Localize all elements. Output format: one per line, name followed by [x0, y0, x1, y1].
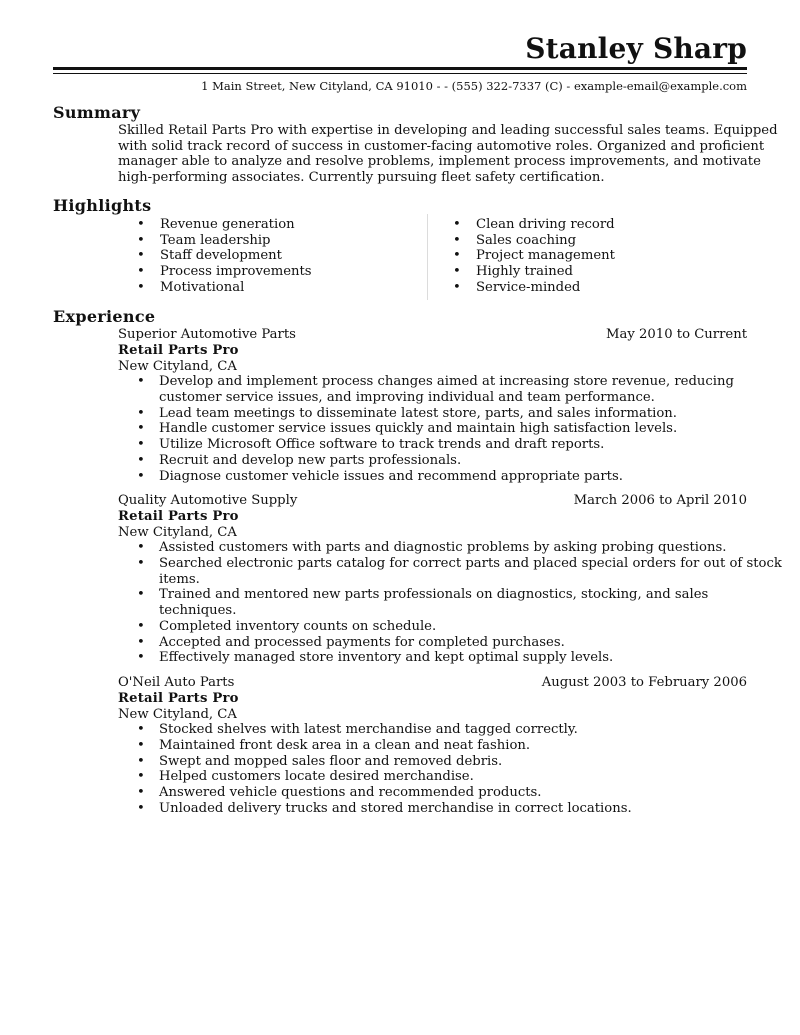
summary-text	[118, 123, 778, 186]
duty-line: • Helped customers locate desired merchandise.	[159, 769, 474, 785]
summary-line: Skilled Retail Parts Pro with expertise in developing and leading successful sales teams. Equipped	[118, 123, 778, 138]
highlights-right-list	[453, 217, 615, 295]
highlight-item: • Team leadership	[137, 233, 312, 249]
duty-line: • Swept and mopped sales floor and removed debris.	[159, 753, 503, 769]
duty-item	[118, 469, 747, 485]
highlight-item: • Clean driving record	[453, 217, 615, 233]
summary-line: with solid track record of success in customer-facing automotive roles. Organized and proficient	[118, 138, 765, 154]
duty-item	[118, 437, 747, 453]
candidate-name: Stanley Sharp	[525, 32, 747, 65]
duty-item	[118, 587, 747, 618]
duty-line: • Unloaded delivery trucks and stored merchandise in correct locations.	[159, 800, 632, 816]
duty-line: • Accepted and processed payments for completed purchases.	[159, 634, 565, 650]
duty-item	[118, 556, 782, 587]
job-dates: August 2003 to February 2006	[541, 675, 747, 690]
job-company: O'Neil Auto Parts	[118, 675, 235, 690]
job-dates: March 2006 to April 2010	[573, 493, 747, 508]
duty-line: • Effectively managed store inventory and kept optimal supply levels.	[159, 650, 614, 666]
highlights-heading: Highlights	[53, 196, 152, 215]
duty-item	[118, 722, 747, 738]
duty-line: • Lead team meetings to disseminate latest store, parts, and sales information.	[159, 405, 677, 421]
duty-line: • Assisted customers with parts and diagnostic problems by asking probing questions.	[159, 540, 727, 556]
duty-line: • Utilize Microsoft Office software to track trends and draft reports.	[159, 437, 605, 453]
job-location: New Cityland, CA	[118, 706, 237, 722]
duty-item	[118, 453, 747, 469]
highlight-item: • Revenue generation	[137, 217, 312, 233]
duty-line: • Maintained front desk area in a clean and neat fashion.	[159, 738, 531, 754]
duty-line: • Completed inventory counts on schedule.	[159, 618, 437, 634]
duty-item	[118, 754, 747, 770]
duty-item	[118, 540, 747, 556]
duty-line: items.	[159, 571, 200, 587]
highlights-left-list	[137, 217, 312, 295]
duty-item	[118, 785, 747, 801]
job-entry	[118, 675, 747, 817]
highlight-item: • Project management	[453, 248, 615, 264]
duties-list	[118, 722, 747, 816]
job-company: Quality Automotive Supply	[118, 493, 298, 508]
contact-line: 1 Main Street, New Cityland, CA 91010 - - (555) 322-7337 (C) - example-email@example.com	[201, 79, 747, 93]
highlight-item: • Motivational	[137, 280, 312, 296]
header-rule-thin	[53, 73, 747, 74]
duty-item	[118, 406, 747, 422]
highlight-item: • Highly trained	[453, 264, 615, 280]
highlight-item: • Service-minded	[453, 280, 615, 296]
summary-line: high-performing associates. Currently pursuing fleet safety certification.	[118, 170, 605, 186]
job-company: Superior Automotive Parts	[118, 327, 296, 342]
duty-line: • Searched electronic parts catalog for correct parts and placed special orders for out of stock	[159, 556, 782, 572]
duty-item	[118, 769, 747, 785]
experience-heading: Experience	[53, 307, 156, 326]
duty-line: • Diagnose customer vehicle issues and recommend appropriate parts.	[159, 468, 623, 484]
duty-item	[118, 801, 747, 817]
highlights-divider	[427, 214, 428, 300]
duties-list	[118, 540, 782, 666]
summary-line: manager able to analyze and resolve problems, implement process improvements, and motivate	[118, 154, 761, 170]
duty-line: • Trained and mentored new parts professionals on diagnostics, stocking, and sales	[159, 587, 709, 603]
duty-line: • Answered vehicle questions and recommended products.	[159, 785, 542, 801]
job-header	[118, 327, 747, 343]
job-entry	[118, 327, 747, 484]
duty-item	[118, 374, 747, 405]
job-header	[118, 493, 747, 509]
duty-line: • Stocked shelves with latest merchandise and tagged correctly.	[159, 722, 578, 738]
highlight-item: • Process improvements	[137, 264, 312, 280]
duty-line: techniques.	[159, 603, 237, 619]
job-title: Retail Parts Pro	[118, 343, 239, 358]
highlight-item: • Sales coaching	[453, 233, 615, 249]
duty-item	[118, 635, 747, 651]
job-entry	[118, 493, 782, 666]
duty-line: • Recruit and develop new parts professionals.	[159, 452, 462, 468]
job-title: Retail Parts Pro	[118, 691, 239, 706]
highlight-item: • Staff development	[137, 248, 312, 264]
job-dates: May 2010 to Current	[606, 327, 747, 342]
job-title: Retail Parts Pro	[118, 509, 239, 524]
duty-item	[118, 421, 747, 437]
duty-item	[118, 738, 747, 754]
duty-line: • Handle customer service issues quickly and maintain high satisfaction levels.	[159, 421, 678, 437]
duty-line: customer service issues, and improving individual and team performance.	[159, 390, 655, 406]
duty-item	[118, 619, 747, 635]
job-location: New Cityland, CA	[118, 358, 237, 374]
duties-list	[118, 374, 747, 484]
job-location: New Cityland, CA	[118, 524, 237, 540]
duty-item	[118, 650, 747, 666]
header-rule-thick	[53, 67, 747, 70]
summary-heading: Summary	[53, 103, 141, 122]
job-header	[118, 675, 747, 691]
duty-line: • Develop and implement process changes aimed at increasing store revenue, reducing	[159, 374, 734, 390]
